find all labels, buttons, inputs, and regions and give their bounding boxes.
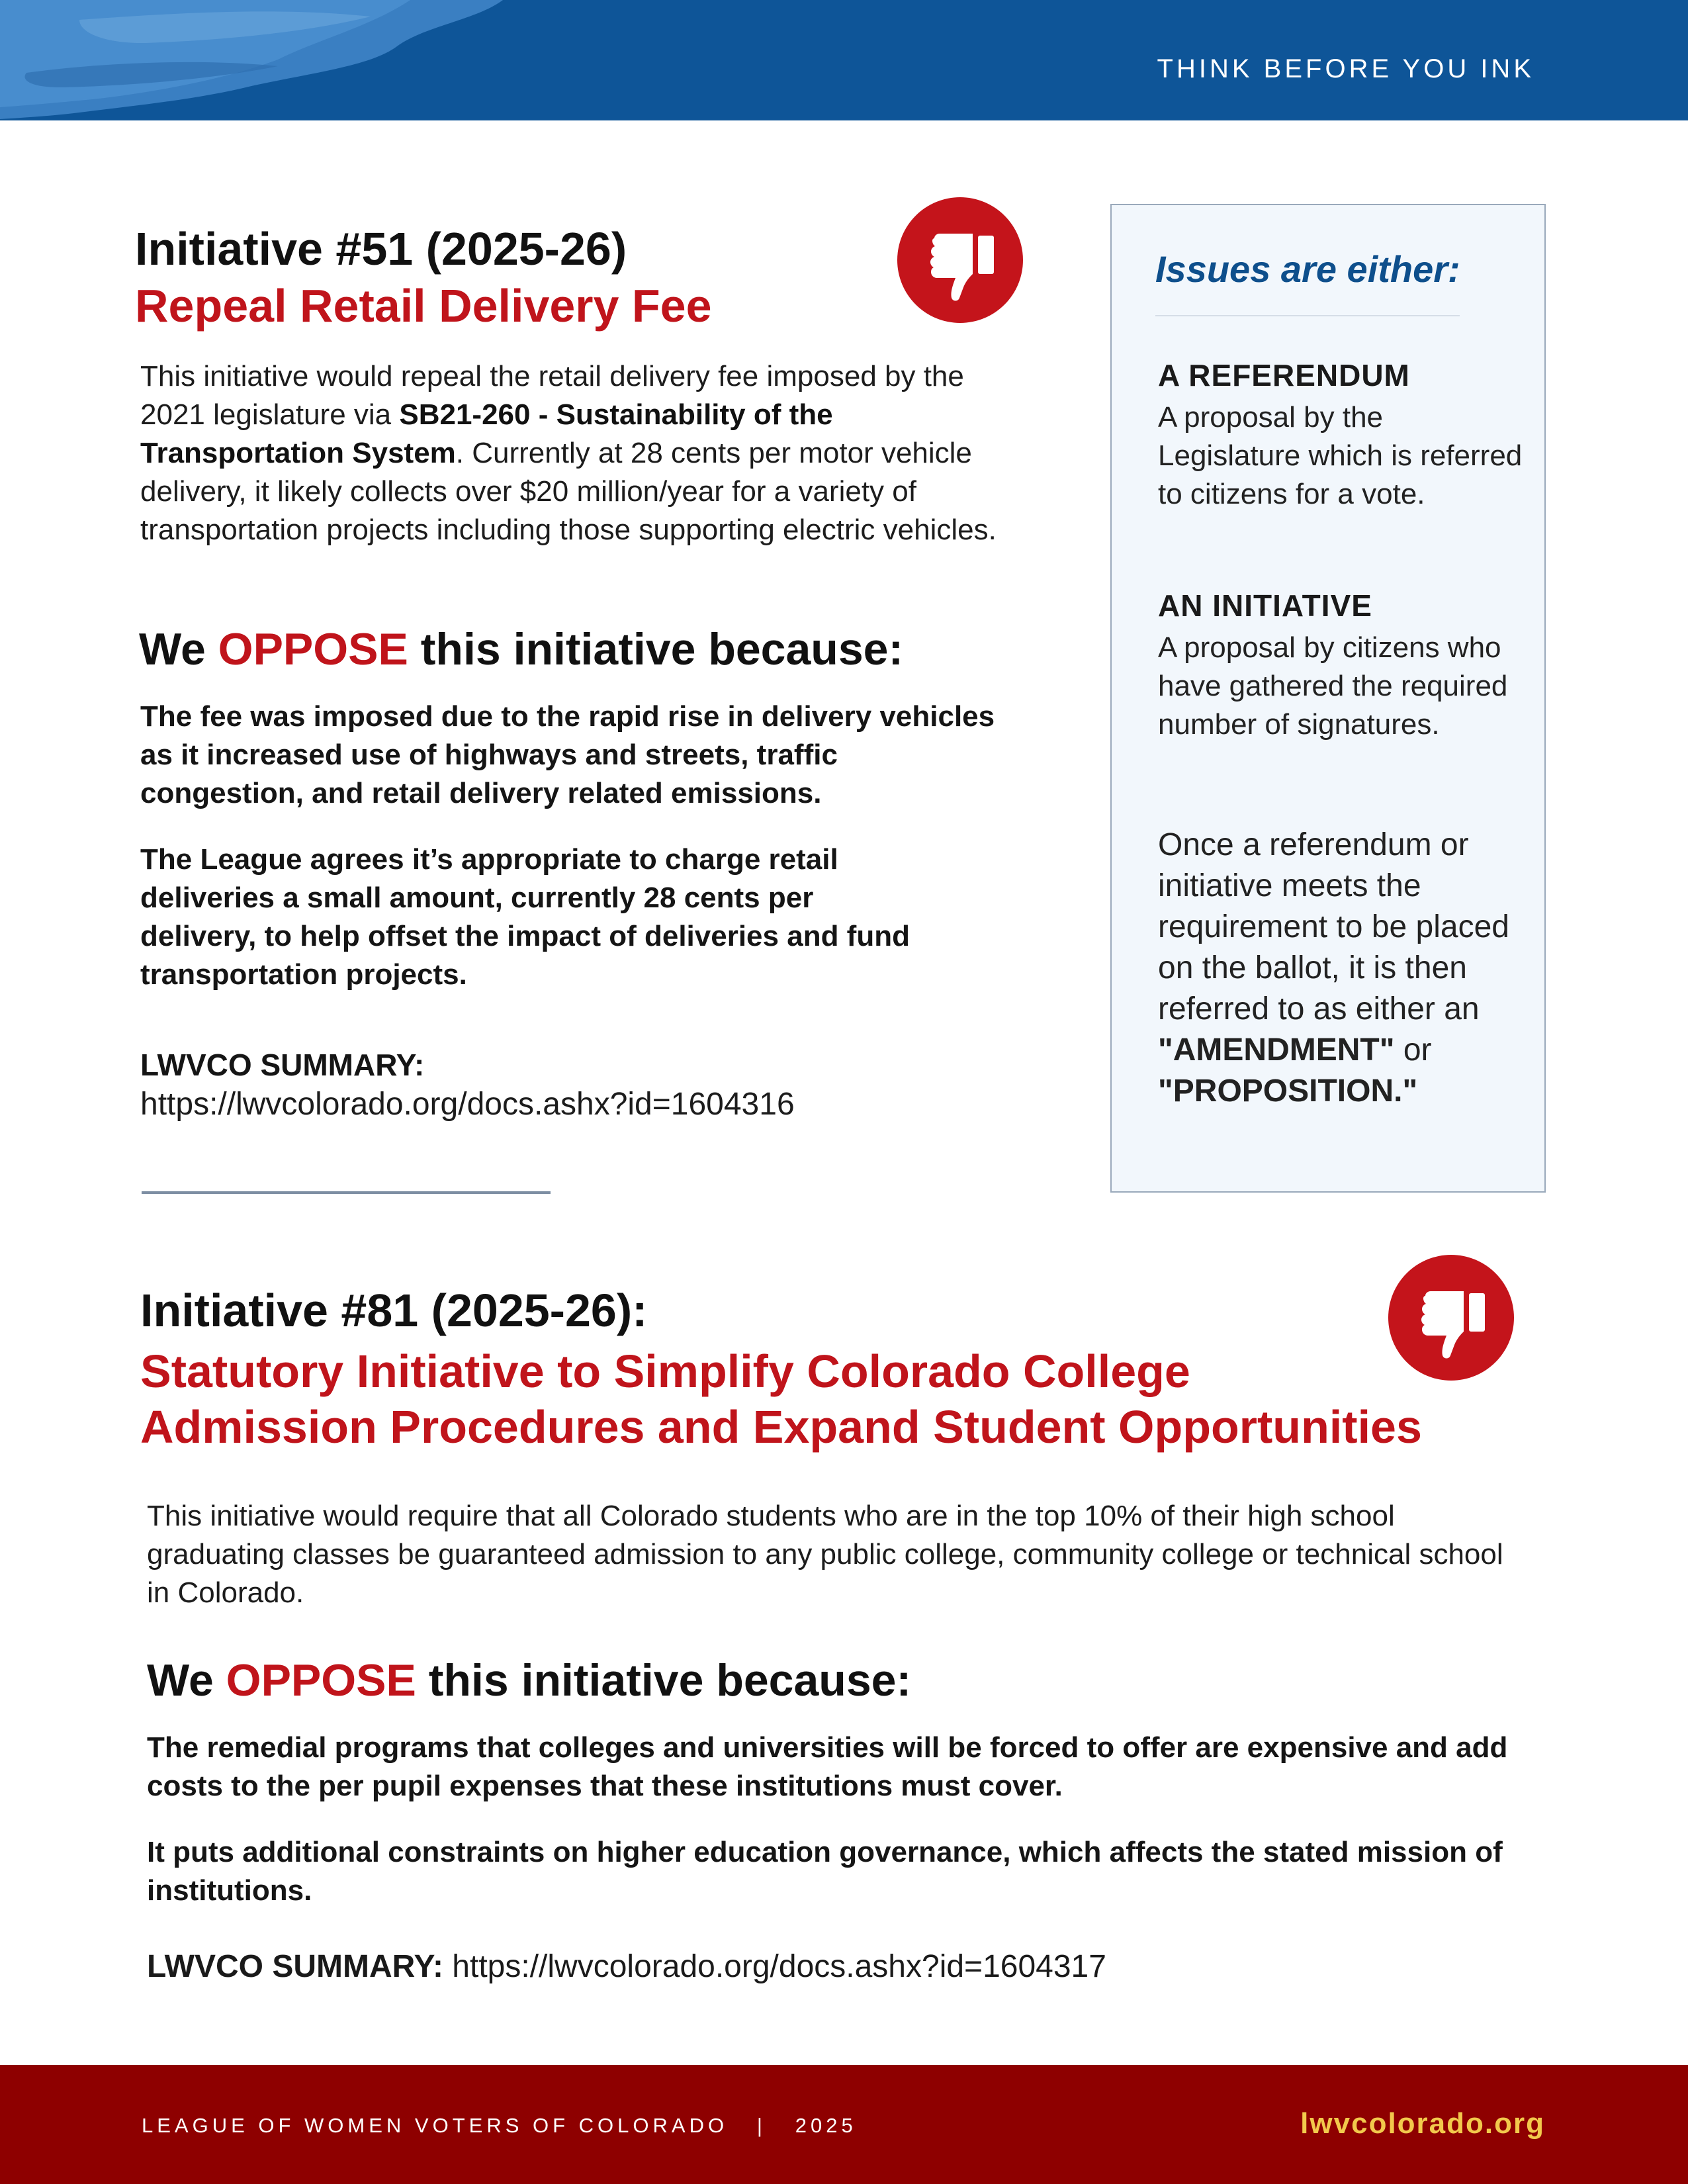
section-divider (142, 1191, 551, 1194)
initiative-81-summary-link[interactable]: https://lwvcolorado.org/docs.ashx?id=1604317 (443, 1949, 1106, 1984)
initiative-81-title: Initiative #81 (2025-26): (140, 1285, 648, 1336)
initiative-51-title: Initiative #51 (2025-26) (135, 223, 627, 275)
footer-org-name: LEAGUE OF WOMEN VOTERS OF COLORADO | 2025 (142, 2114, 857, 2137)
initiative-81-oppose-heading: We OPPOSE this initiative because: (147, 1655, 912, 1706)
initiative-51-reason-2: The League agrees it’s appropriate to charge retail deliveries a small amount, currently 28 cents per delivery, to help offset the impact of deliveries and fund transportation projects. (140, 843, 910, 991)
issues-sidebar (1110, 204, 1546, 1193)
thumbs-down-icon (897, 197, 1023, 323)
initiative-51-oppose-heading: We OPPOSE this initiative because: (139, 624, 904, 674)
initiative-81-summary-label: LWVCO SUMMARY: (147, 1949, 443, 1984)
ballot-explanation: Once a referendum or initiative meets the requirement to be placed on the ballot, it is then referred to as either an "AMENDMENT" or "PROPOSITION." (1158, 827, 1509, 1109)
initiative-51-subtitle: Repeal Retail Delivery Fee (135, 280, 712, 332)
initiative-51-description: This initiative would repeal the retail delivery fee imposed by the 2021 legislature via SB21-260 - Sustainability of the Transportation System. Currently at 28 cents per motor vehicle delivery, it likely collects over $20 million/year for a variety of transportation projects including those supporting electric vehicles. (140, 360, 997, 546)
footer-website-link[interactable]: lwvcolorado.org (1300, 2107, 1545, 2140)
initiative-81-subtitle: Statutory Initiative to Simplify Colorado College Admission Procedures and Expand Student Opportunities (140, 1345, 1422, 1453)
referendum-text: A proposal by the Legislature which is referred to citizens for a vote. (1158, 401, 1523, 510)
initiative-81-reason-1: The remedial programs that colleges and universities will be forced to offer are expensive and add costs to the per pupil expenses that these institutions must cover. (147, 1731, 1508, 1802)
sidebar-title: Issues are either: (1155, 248, 1460, 290)
sidebar-rule (1155, 315, 1460, 316)
initiative-81-reason-2: It puts additional constraints on higher education governance, which affects the stated mission of institutions. (147, 1836, 1503, 1907)
initiative-51-reason-1: The fee was imposed due to the rapid rise in delivery vehicles as it increased use of highways and streets, traffic congestion, and retail delivery related emissions. (140, 700, 995, 809)
footer-banner (0, 2065, 1688, 2184)
thumbs-down-icon (1388, 1255, 1514, 1381)
initiative-51-summary-label: LWVCO SUMMARY: (140, 1048, 425, 1082)
initiative-51-summary-link[interactable]: https://lwvcolorado.org/docs.ashx?id=1604316 (140, 1087, 795, 1122)
initiative-heading: AN INITIATIVE (1158, 588, 1372, 623)
referendum-heading: A REFERENDUM (1158, 358, 1410, 392)
initiative-81-summary (147, 1948, 1106, 1985)
header-tagline: THINK BEFORE YOU INK (1157, 54, 1534, 83)
header-banner (0, 0, 1688, 120)
initiative-text: A proposal by citizens who have gathered the required number of signatures. (1158, 631, 1508, 741)
initiative-81-description: This initiative would require that all Colorado students who are in the top 10% of their high school graduating classes be guaranteed admission to any public college, community college or technical school in Colorado. (147, 1500, 1503, 1609)
